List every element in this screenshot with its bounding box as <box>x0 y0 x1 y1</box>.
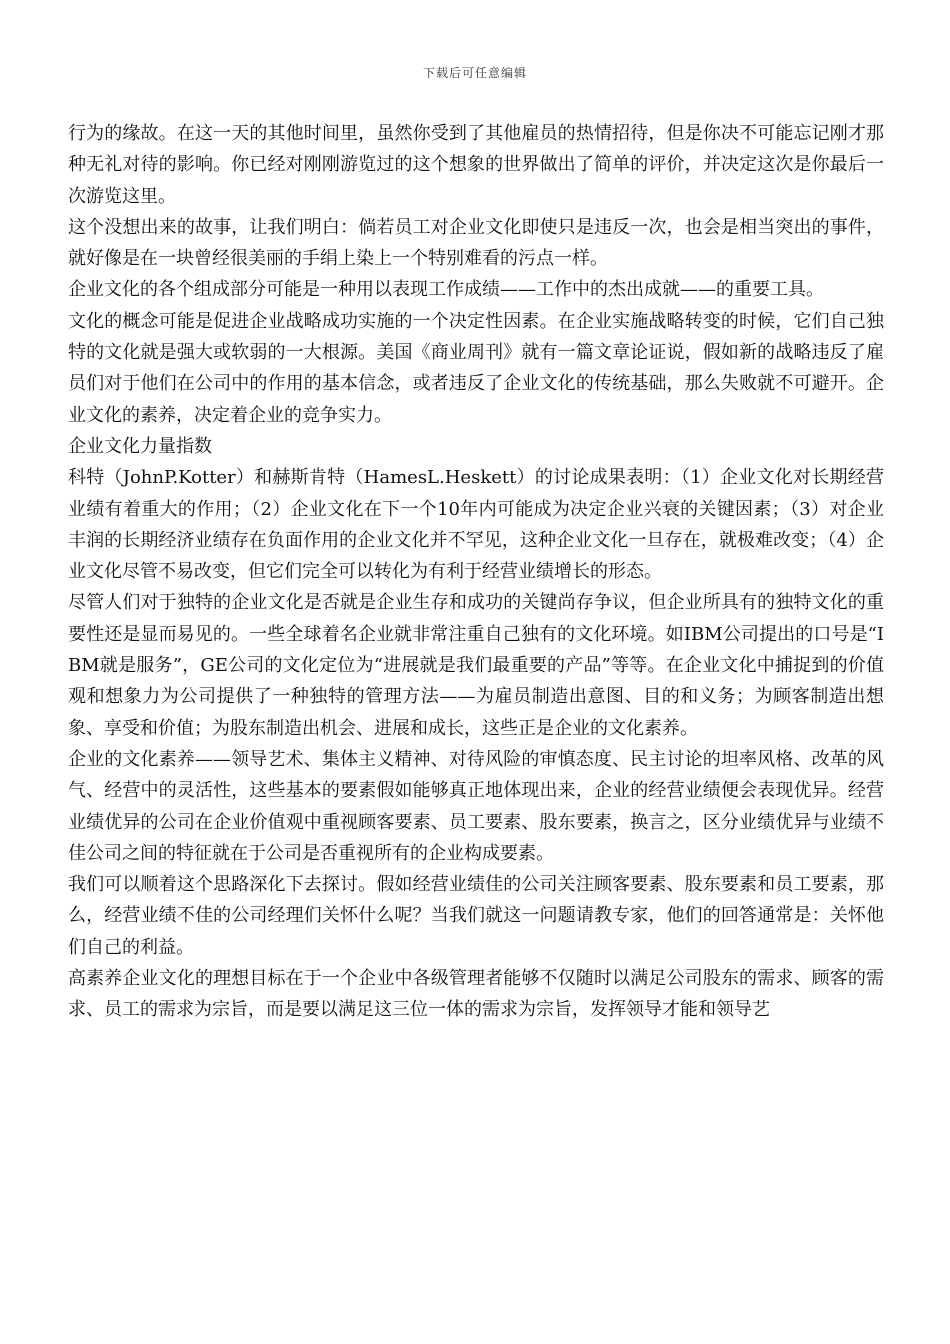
document-body <box>68 118 884 1026</box>
paragraph-9: 高素养企业文化的理想目标在于一个企业中各级管理者能够不仅随时以满足公司股东的需求、顾客的需求、员工的需求为宗旨，而是要以满足这三位一体的需求为宗旨，发挥领导才能和领导艺 <box>68 968 884 1021</box>
paragraph-8: 我们可以顺着这个思路深化下去探讨。假如经营业绩佳的公司关注顾客要素、股东要素和员工要素，那么，经营业绩不佳的公司经理们关怀什么呢？当我们就这一问题请教专家，他们的回答通常是：关怀他们自己的利益。 <box>68 874 884 958</box>
paragraph-5: 科特（JohnP.Kotter）和赫斯肯特（HamesL.Heskett）的讨论成果表明：（1）企业文化对长期经营业绩有着重大的作用；（2）企业文化在下一个10年内可能成为决定企业兴衰的关键因素；（3）对企业丰润的长期经济业绩存在负面作用的企业文化并不罕见，这种企业文化一旦存在，就极难改变；（4）企业文化尽管不易改变，但它们完全可以转化为有利于经营业绩增长的形态。 <box>68 467 884 583</box>
paragraph-2: 这个没想出来的故事，让我们明白：倘若员工对企业文化即使只是违反一次，也会是相当突出的事件，就好像是在一块曾经很美丽的手绢上染上一个特别难看的污点一样。 <box>68 216 884 270</box>
paragraph-3: 企业文化的各个组成部分可能是一种用以表现工作成绩——工作中的杰出成就——的重要工具。 <box>68 279 824 301</box>
section-heading: 企业文化力量指数 <box>68 435 212 457</box>
page-header: 下载后可任意编辑 <box>422 66 527 80</box>
paragraph-1: 行为的缘故。在这一天的其他时间里，虽然你受到了其他雇员的热情招待，但是你决不可能忘记刚才那种无礼对待的影响。你已经对刚刚游览过的这个想象的世界做出了简单的评价，并决定这次是你最后一次游览这里。 <box>68 123 884 207</box>
paragraph-7: 企业的文化素养——领导艺术、集体主义精神、对待风险的审慎态度、民主讨论的坦率风格、改革的风气、经营中的灵活性，这些基本的要素假如能够真正地体现出来，企业的经营业绩便会表现优异。经营业绩优异的公司在企业价值观中重视顾客要素、员工要素、股东要素，换言之，区分业绩优异与业绩不佳公司之间的特征就在于公司是否重视所有的企业构成要素。 <box>68 748 884 864</box>
paragraph-6: 尽管人们对于独特的企业文化是否就是企业生存和成功的关键尚存争议，但企业所具有的独特文化的重要性还是显而易见的。一些全球着名企业就非常注重自己独有的文化环境。如IBM公司提出的口号是“IBM就是服务”，GE公司的文化定位为“进展就是我们最重要的产品”等等。在企业文化中捕捉到的价值观和想象力为公司提供了一种独特的管理方法——为雇员制造出意图、目的和义务；为顾客制造出想象、享受和价值；为股东制造出机会、进展和成长，这些正是企业的文化素养。 <box>68 592 884 739</box>
paragraph-4: 文化的概念可能是促进企业战略成功实施的一个决定性因素。在企业实施战略转变的时候，它们自己独特的文化就是强大或软弱的一大根源。美国《商业周刊》就有一篇文章论证说，假如新的战略违反了雇员们对于他们在公司中的作用的基本信念，或者违反了企业文化的传统基础，那么失败就不可避开。企业文化的素养，决定着企业的竞争实力。 <box>68 310 884 426</box>
